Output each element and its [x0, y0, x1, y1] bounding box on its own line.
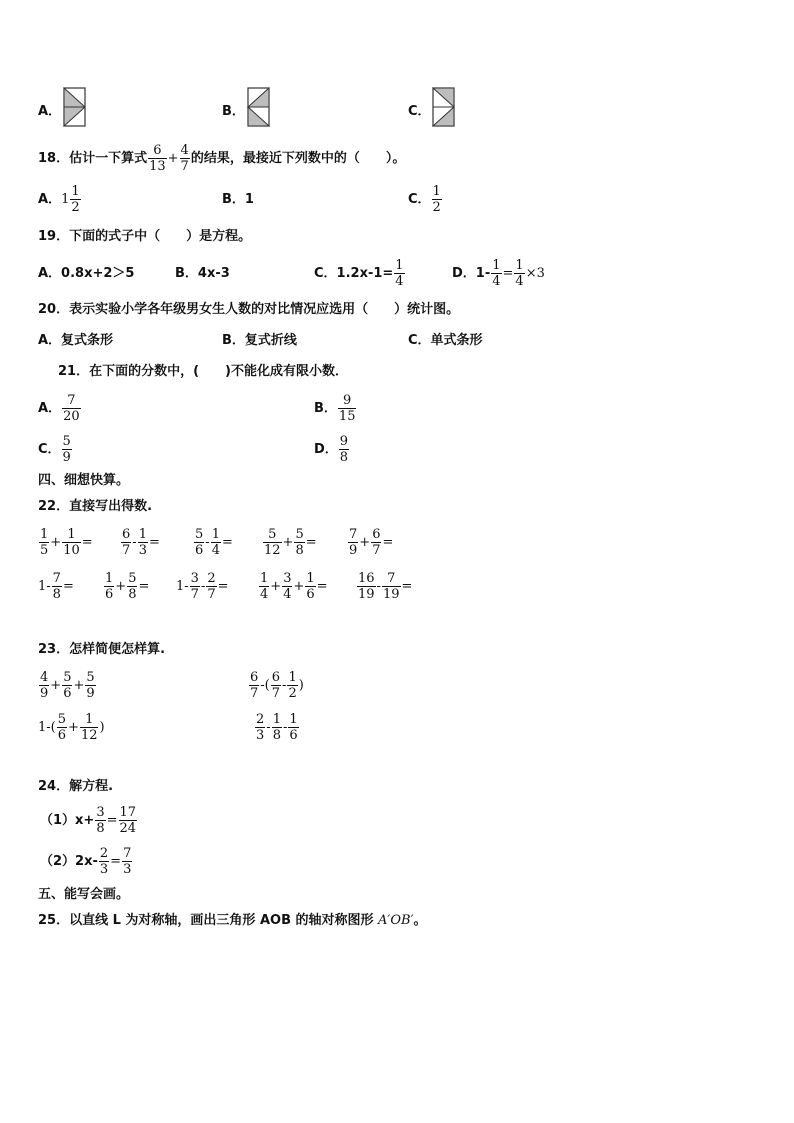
- q24-e2-f1: [99, 846, 109, 877]
- num: 3: [96, 805, 105, 820]
- q22-expr-7: [103, 571, 149, 602]
- eq: =: [138, 579, 150, 594]
- op: -: [200, 579, 206, 594]
- q18-prefix: 18．估计一下算式: [38, 151, 148, 166]
- q17-option-c-figure: [432, 87, 456, 127]
- num: 6: [122, 527, 131, 542]
- q21-b-num: 9: [338, 393, 357, 409]
- pre: 1-: [176, 579, 189, 594]
- den: 8: [128, 587, 137, 602]
- q23-e2-f2: [271, 670, 281, 701]
- q22-r1-e2-f2: [138, 527, 148, 558]
- den: 9: [86, 686, 95, 701]
- q22-r1-e2-f1: [121, 527, 131, 558]
- den: 4: [211, 543, 220, 558]
- num: 2: [256, 712, 265, 727]
- den: 2: [288, 686, 297, 701]
- q21-c-label: C．: [38, 442, 61, 457]
- den: 7: [250, 686, 259, 701]
- q19-d-f1-num: 1: [492, 258, 501, 273]
- q22-r2-e2-f1: [104, 571, 114, 602]
- q19-option-a: A．0.8x+2＞5: [38, 266, 135, 281]
- q23-expr-4: [254, 712, 300, 743]
- num: 1: [211, 527, 220, 542]
- q24-e1-f1: [95, 805, 105, 836]
- q23-e2-f1: [249, 670, 259, 701]
- eq: =: [62, 579, 74, 594]
- op: +: [115, 579, 127, 594]
- den: 24: [119, 821, 137, 836]
- den: 8: [96, 821, 105, 836]
- q21-b-label: B．: [314, 401, 337, 416]
- op: +: [68, 720, 79, 735]
- den: 3: [138, 543, 147, 558]
- q22-expr-3: [193, 527, 233, 558]
- den: 10: [63, 543, 80, 558]
- q18-c-fraction: [432, 184, 442, 215]
- q22-expr-6: [38, 571, 74, 602]
- q17-option-b-figure: [247, 87, 271, 127]
- num: 1: [260, 571, 269, 586]
- q18-f2-den: 7: [180, 159, 189, 174]
- op: -: [282, 720, 288, 735]
- pre: 1-: [38, 579, 51, 594]
- q18-plus: +: [167, 151, 179, 166]
- q24-equation-1: [40, 805, 138, 836]
- q24-e1-f2: [119, 805, 138, 836]
- op: -: [282, 678, 287, 693]
- eq: =: [305, 535, 317, 550]
- eq: =: [106, 813, 118, 828]
- den: 7: [190, 587, 199, 602]
- op: +: [73, 678, 85, 693]
- q21-a-den: 20: [63, 409, 80, 424]
- q19-c-num: 1: [395, 258, 404, 273]
- q24-e2-f2: [122, 846, 132, 877]
- question-19: 19．下面的式子中（ ）是方程。: [38, 229, 252, 244]
- eq: =: [148, 535, 160, 550]
- q22-r1-e5-f2: [371, 527, 381, 558]
- q23-e4-f1: [255, 712, 265, 743]
- q20-option-a: A．复式条形: [38, 333, 114, 348]
- num: 1: [138, 527, 147, 542]
- num: 1: [306, 571, 315, 586]
- q24-equation-2: [40, 846, 133, 877]
- den: 7: [122, 543, 131, 558]
- q18-option-b: B．1: [222, 192, 254, 207]
- q21-option-c: [38, 434, 73, 465]
- q17-option-a-figure: [63, 87, 87, 127]
- close: ): [298, 678, 304, 693]
- den: 12: [80, 728, 98, 743]
- q21-d-label: D．: [314, 442, 338, 457]
- num: 5: [295, 527, 304, 542]
- den: 6: [57, 728, 67, 743]
- q22-expr-5: [347, 527, 393, 558]
- den: 6: [63, 686, 72, 701]
- num: 5: [195, 527, 204, 542]
- q20-option-c: C．单式条形: [408, 333, 483, 348]
- q22-r1-e3-f1: [194, 527, 204, 558]
- op: -: [266, 720, 271, 735]
- pre: （1）x+: [40, 813, 95, 828]
- num: 1: [272, 712, 281, 727]
- num: 7: [123, 846, 132, 861]
- q19-d-label: D．1-: [452, 266, 491, 281]
- q23-e1-f3: [85, 670, 95, 701]
- question-21: 21．在下面的分数中，( )不能化成有限小数．: [58, 364, 348, 379]
- q22-r2-e5-f1: [357, 571, 376, 602]
- q23-expr-3: [38, 712, 105, 743]
- den: 7: [372, 543, 381, 558]
- q20-option-b: B．复式折线: [222, 333, 297, 348]
- q18-f2-num: 4: [180, 143, 189, 158]
- num: 5: [57, 712, 67, 727]
- den: 4: [260, 587, 269, 602]
- den: 5: [40, 543, 49, 558]
- num: 1: [105, 571, 114, 586]
- eq: =: [316, 579, 328, 594]
- q25-math: A′OB′: [378, 913, 414, 928]
- num: 7: [349, 527, 358, 542]
- section-4-heading: 四、细想快算。: [38, 473, 130, 488]
- den: 4: [283, 587, 292, 602]
- num: 5: [86, 670, 95, 685]
- q19-option-d: [452, 258, 545, 289]
- q17-option-a-label: A．: [38, 104, 62, 119]
- q22-r1-e3-f2: [211, 527, 221, 558]
- num: 6: [372, 527, 381, 542]
- q22-r2-e2-f2: [127, 571, 137, 602]
- question-25: [38, 912, 427, 930]
- num: 1: [288, 670, 297, 685]
- question-18: [38, 143, 405, 174]
- q22-r1-e4-f2: [294, 527, 304, 558]
- question-24: 24．解方程.: [38, 779, 114, 794]
- q23-e4-f2: [272, 712, 282, 743]
- eq: =: [81, 535, 93, 550]
- q17-option-b-label: B．: [222, 104, 245, 119]
- num: 2: [207, 571, 216, 586]
- q19-c-fraction: [394, 258, 404, 289]
- q18-option-c: [408, 184, 443, 215]
- q21-c-den: 9: [62, 450, 71, 465]
- num: 4: [40, 670, 49, 685]
- q22-r2-e4-f3: [305, 571, 315, 602]
- q19-option-c: [314, 258, 406, 289]
- den: 8: [52, 587, 61, 602]
- num: 5: [263, 527, 282, 543]
- q25-tail: 。: [413, 913, 427, 928]
- q23-e3-f2: [80, 712, 99, 743]
- q22-r2-e1-f1: [52, 571, 62, 602]
- op: +: [359, 535, 371, 550]
- q22-r2-e4-f1: [259, 571, 269, 602]
- den: 9: [349, 543, 358, 558]
- eq: =: [401, 579, 413, 594]
- q21-d-den: 8: [339, 450, 349, 465]
- q22-r2-e3-f2: [206, 571, 216, 602]
- question-23: 23．怎样简便怎样算.: [38, 642, 166, 657]
- op: -: [132, 535, 137, 550]
- q23-e1-f1: [39, 670, 49, 701]
- q18-a-num: 1: [71, 184, 80, 199]
- op: -: [376, 579, 381, 594]
- q22-r1-e4-f1: [263, 527, 282, 558]
- op: +: [50, 535, 62, 550]
- q21-a-fraction: [62, 393, 81, 424]
- den: 3: [256, 728, 265, 743]
- q21-d-fraction: [339, 434, 349, 465]
- den: 7: [271, 686, 281, 701]
- question-22: 22．直接写出得数.: [38, 499, 153, 514]
- q18-a-den: 2: [71, 200, 80, 215]
- q19-option-b: B．4x-3: [175, 266, 230, 281]
- op: -(: [260, 678, 270, 693]
- num: 6: [250, 670, 259, 685]
- den: 3: [123, 862, 132, 877]
- section-5-heading: 五、能写会画。: [38, 887, 130, 902]
- q19-c-label: C．1.2x-1=: [314, 266, 394, 281]
- q22-r2-e3-f1: [190, 571, 200, 602]
- den: 9: [40, 686, 49, 701]
- num: 5: [128, 571, 137, 586]
- q21-a-num: 7: [62, 393, 81, 409]
- den: 7: [207, 587, 216, 602]
- q23-expr-2: [248, 670, 304, 701]
- q23-expr-1: [38, 670, 97, 701]
- den: 8: [295, 543, 304, 558]
- num: 2: [99, 846, 109, 861]
- num: 6: [271, 670, 281, 685]
- q22-expr-4: [262, 527, 317, 558]
- question-20: 20．表示实验小学各年级男女生人数的对比情况应选用（ ）统计图。: [38, 302, 460, 317]
- num: 1: [40, 527, 49, 542]
- op: +: [282, 535, 294, 550]
- q21-b-fraction: [338, 393, 357, 424]
- q22-r1-e1-f1: [39, 527, 49, 558]
- pre: 1-(: [38, 720, 56, 735]
- den: 6: [195, 543, 204, 558]
- q18-c-label: C．: [408, 192, 431, 207]
- q22-r1-e5-f1: [348, 527, 358, 558]
- num: 16: [358, 571, 375, 586]
- q23-e3-f1: [57, 712, 67, 743]
- q22-r2-e4-f2: [282, 571, 292, 602]
- den: 12: [264, 543, 281, 558]
- den: 3: [99, 862, 109, 877]
- op: -: [205, 535, 210, 550]
- num: 1: [62, 527, 81, 543]
- q18-f1-num: 6: [148, 143, 167, 159]
- den: 19: [358, 587, 375, 602]
- q18-suffix: 的结果，最接近下列数中的（ ）。: [190, 151, 406, 166]
- q18-a-label: A．: [38, 192, 62, 207]
- q18-fraction-1: [148, 143, 167, 174]
- op: +: [50, 678, 62, 693]
- eq: =: [382, 535, 394, 550]
- q17-option-c-label: C．: [408, 104, 431, 119]
- den: 19: [382, 587, 400, 602]
- q22-expr-10: [356, 571, 412, 602]
- q18-option-a: [38, 184, 82, 215]
- eq: =: [217, 579, 229, 594]
- q19-d-fraction-2: [514, 258, 524, 289]
- q18-c-den: 2: [432, 200, 441, 215]
- eq: =: [110, 854, 122, 869]
- op: +: [293, 579, 305, 594]
- q22-expr-8: [176, 571, 229, 602]
- eq: =: [221, 535, 233, 550]
- q21-c-num: 5: [62, 434, 71, 449]
- q21-option-a: [38, 393, 82, 424]
- num: 3: [283, 571, 292, 586]
- q19-d-f1-den: 4: [492, 274, 501, 289]
- q23-e1-f2: [62, 670, 72, 701]
- q19-d-eq: =: [502, 266, 514, 281]
- q23-e2-f3: [287, 670, 297, 701]
- den: 6: [105, 587, 114, 602]
- q18-a-fraction: [70, 184, 80, 215]
- den: 6: [289, 728, 298, 743]
- num: 7: [52, 571, 61, 586]
- q21-option-b: [314, 393, 357, 424]
- q23-e4-f3: [288, 712, 298, 743]
- q19-d-f2-den: 4: [515, 274, 524, 289]
- q19-d-f2-num: 1: [515, 258, 524, 273]
- q19-c-den: 4: [395, 274, 404, 289]
- q18-f1-den: 13: [149, 159, 166, 174]
- q22-expr-9: [258, 571, 328, 602]
- num: 1: [80, 712, 99, 728]
- num: 7: [382, 571, 401, 587]
- num: 1: [289, 712, 298, 727]
- q19-d-fraction-1: [491, 258, 501, 289]
- q22-r2-e5-f2: [382, 571, 401, 602]
- q22-r1-e1-f2: [62, 527, 81, 558]
- q25-text: 25．以直线 L 为对称轴，画出三角形 AOB 的轴对称图形: [38, 913, 374, 928]
- num: 17: [119, 805, 137, 820]
- close: ): [99, 720, 105, 735]
- den: 8: [272, 728, 281, 743]
- op: +: [270, 579, 282, 594]
- q21-b-den: 15: [338, 409, 356, 424]
- q22-expr-2: [120, 527, 160, 558]
- num: 3: [190, 571, 199, 586]
- q21-d-num: 9: [339, 434, 349, 449]
- q21-c-fraction: [62, 434, 72, 465]
- q21-option-d: [314, 434, 350, 465]
- q19-d-tail: ×3: [525, 266, 545, 281]
- q18-c-num: 1: [432, 184, 441, 199]
- pre: （2）2x-: [40, 854, 98, 869]
- den: 6: [306, 587, 315, 602]
- q22-expr-1: [38, 527, 93, 558]
- q21-a-label: A．: [38, 401, 62, 416]
- q18-a-whole: 1: [61, 192, 70, 207]
- q18-fraction-2: [180, 143, 190, 174]
- num: 5: [63, 670, 72, 685]
